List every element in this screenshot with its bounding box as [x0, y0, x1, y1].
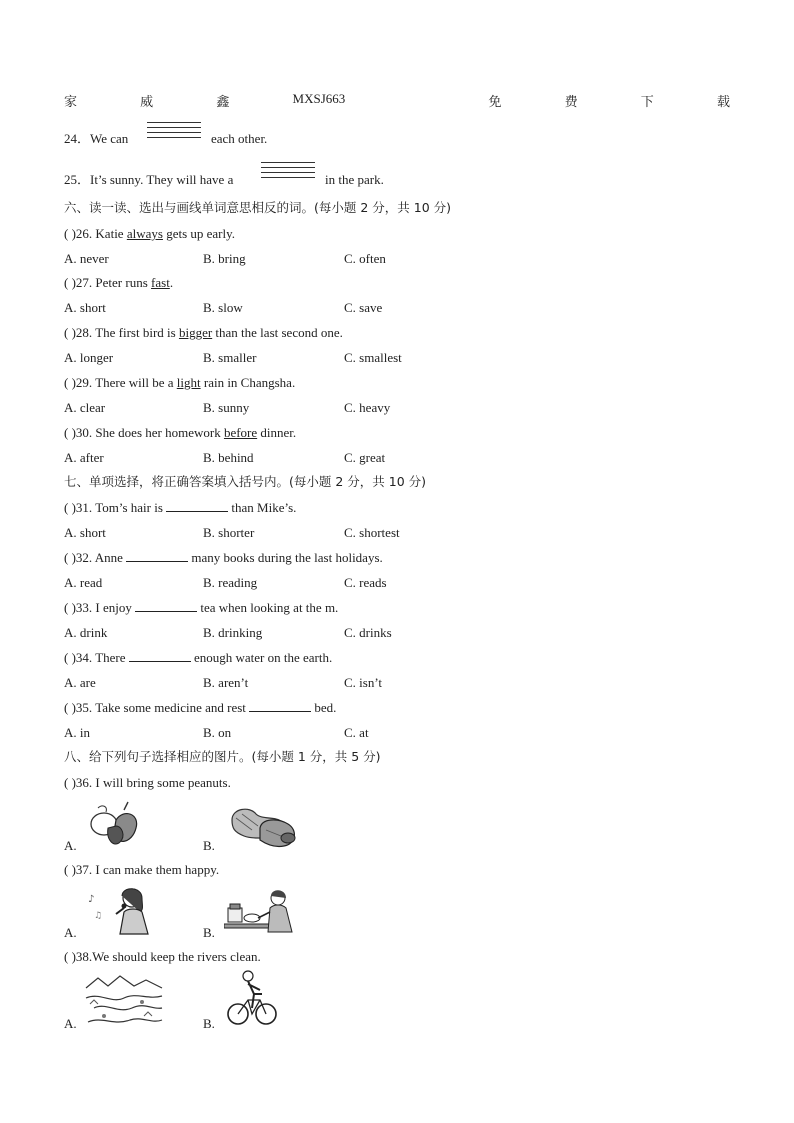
- option-a[interactable]: A. short: [64, 525, 106, 540]
- option-a[interactable]: A.: [64, 838, 77, 853]
- header-char: 下: [640, 94, 654, 109]
- option-c[interactable]: C. reads: [344, 575, 387, 590]
- answer-paren[interactable]: ( ): [64, 700, 76, 715]
- underlined-word: always: [126, 226, 163, 241]
- section-8-title: 八、给下列句子选择相应的图片。(每小题 1 分，共 5 分): [64, 749, 381, 764]
- option-b[interactable]: B. drinking: [203, 625, 263, 640]
- header-char: 鑫: [216, 94, 230, 109]
- option-c[interactable]: C. save: [344, 300, 383, 315]
- answer-paren[interactable]: ( ): [64, 375, 76, 390]
- header-char: 费: [564, 94, 578, 109]
- question-38: ( )38.We should keep the rivers clean.: [64, 949, 261, 964]
- option-c[interactable]: C. heavy: [344, 400, 391, 415]
- q25-post: in the park.: [325, 172, 384, 187]
- answer-paren[interactable]: ( ): [64, 500, 76, 515]
- section-7-title: 七、单项选择，将正确答案填入括号内。(每小题 2 分，共 10 分): [64, 474, 427, 489]
- question-27: ( )27. Peter runs fast.: [64, 275, 174, 290]
- option-b[interactable]: B. behind: [203, 450, 254, 465]
- option-a[interactable]: A. never: [64, 251, 109, 266]
- river-landscape-icon[interactable]: [84, 974, 164, 1030]
- cyclist-icon[interactable]: [226, 968, 278, 1030]
- option-b[interactable]: B. reading: [203, 575, 258, 590]
- option-a[interactable]: A. read: [64, 575, 103, 590]
- option-a[interactable]: A. clear: [64, 400, 106, 415]
- option-c[interactable]: C. isn’t: [344, 675, 383, 690]
- q25-pre: It’s sunny. They will have a: [90, 172, 234, 187]
- option-b[interactable]: B. aren’t: [203, 675, 249, 690]
- option-c[interactable]: C. shortest: [344, 525, 400, 540]
- option-c[interactable]: C. often: [344, 251, 386, 266]
- header-char: 威: [140, 94, 154, 109]
- underlined-word: before: [223, 425, 258, 440]
- answer-paren[interactable]: ( ): [64, 425, 76, 440]
- answer-paren[interactable]: ( ): [64, 325, 76, 340]
- option-c[interactable]: C. at: [344, 725, 369, 740]
- underlined-word: light: [176, 375, 201, 390]
- option-a[interactable]: A.: [64, 925, 77, 940]
- question-24: 24．We can: [64, 131, 129, 146]
- fill-blank[interactable]: [249, 700, 311, 712]
- question-31: ( )31. Tom’s hair is than Mike’s.: [64, 500, 297, 515]
- option-a[interactable]: A. longer: [64, 350, 114, 365]
- question-35: ( )35. Take some medicine and rest bed.: [64, 700, 337, 715]
- question-28: ( )28. The first bird is bigger than the last second one.: [64, 325, 343, 340]
- svg-text:♪: ♪: [88, 894, 95, 905]
- header-char: 免: [488, 94, 502, 109]
- option-c[interactable]: C. drinks: [344, 625, 392, 640]
- option-c[interactable]: C. great: [344, 450, 386, 465]
- option-a[interactable]: A. drink: [64, 625, 108, 640]
- question-26: ( )26. Katie always gets up early.: [64, 226, 236, 241]
- answer-paren[interactable]: ( ): [64, 226, 76, 241]
- question-29: ( )29. There will be a light rain in Changsha.: [64, 375, 296, 390]
- header-char: 家: [64, 94, 78, 109]
- fruit-icon[interactable]: [86, 800, 142, 850]
- question-37: ( )37. I can make them happy.: [64, 862, 220, 877]
- answer-paren[interactable]: ( ): [64, 600, 76, 615]
- peanuts-icon[interactable]: [226, 800, 300, 850]
- answer-paren[interactable]: ( ): [64, 862, 76, 877]
- answer-paren[interactable]: ( ): [64, 650, 76, 665]
- option-b[interactable]: B. on: [203, 725, 232, 740]
- section-6-title: 六、读一读、选出与画线单词意思相反的词。(每小题 2 分，共 10 分): [64, 200, 452, 215]
- answer-paren[interactable]: ( ): [64, 275, 76, 290]
- q24-post: each other.: [211, 131, 268, 146]
- fill-blank[interactable]: [166, 500, 228, 512]
- q24-pre: We can: [90, 131, 129, 146]
- question-33: ( )33. I enjoy tea when looking at the m.: [64, 600, 339, 615]
- page-header: [64, 91, 730, 110]
- svg-text:♫: ♫: [94, 911, 103, 921]
- question-36: ( )36. I will bring some peanuts.: [64, 775, 231, 790]
- question-30: ( )30. She does her homework before dinner.: [64, 425, 297, 440]
- writing-lines-25[interactable]: [261, 162, 315, 182]
- header-code: MXSJ663: [292, 91, 346, 106]
- option-a[interactable]: A. short: [64, 300, 106, 315]
- option-b[interactable]: B.: [203, 838, 215, 853]
- writing-lines-24[interactable]: [147, 122, 201, 142]
- option-b[interactable]: B. sunny: [203, 400, 250, 415]
- option-b[interactable]: B. slow: [203, 300, 243, 315]
- option-c[interactable]: C. smallest: [344, 350, 402, 365]
- option-a[interactable]: A. are: [64, 675, 96, 690]
- question-32: ( )32. Anne many books during the last holidays.: [64, 550, 383, 565]
- question-34: ( )34. There enough water on the earth.: [64, 650, 333, 665]
- underlined-word: fast: [151, 275, 170, 290]
- option-b[interactable]: B. bring: [203, 251, 246, 266]
- option-b[interactable]: B.: [203, 1016, 215, 1031]
- option-b[interactable]: B. smaller: [203, 350, 257, 365]
- question-25: 25．It’s sunny. They will have a: [64, 172, 234, 187]
- option-a[interactable]: A. after: [64, 450, 104, 465]
- answer-paren[interactable]: ( ): [64, 550, 76, 565]
- cooking-girl-icon[interactable]: [224, 886, 294, 936]
- underlined-word: bigger: [178, 325, 213, 340]
- option-b[interactable]: B. shorter: [203, 525, 255, 540]
- singing-girl-icon[interactable]: [84, 884, 156, 936]
- fill-blank[interactable]: [129, 650, 191, 662]
- fill-blank[interactable]: [126, 550, 188, 562]
- option-b[interactable]: B.: [203, 925, 215, 940]
- answer-paren[interactable]: ( ): [64, 775, 76, 790]
- fill-blank[interactable]: [135, 600, 197, 612]
- answer-paren[interactable]: ( ): [64, 949, 76, 964]
- option-a[interactable]: A.: [64, 1016, 77, 1031]
- option-a[interactable]: A. in: [64, 725, 90, 740]
- header-char: 载: [716, 94, 730, 109]
